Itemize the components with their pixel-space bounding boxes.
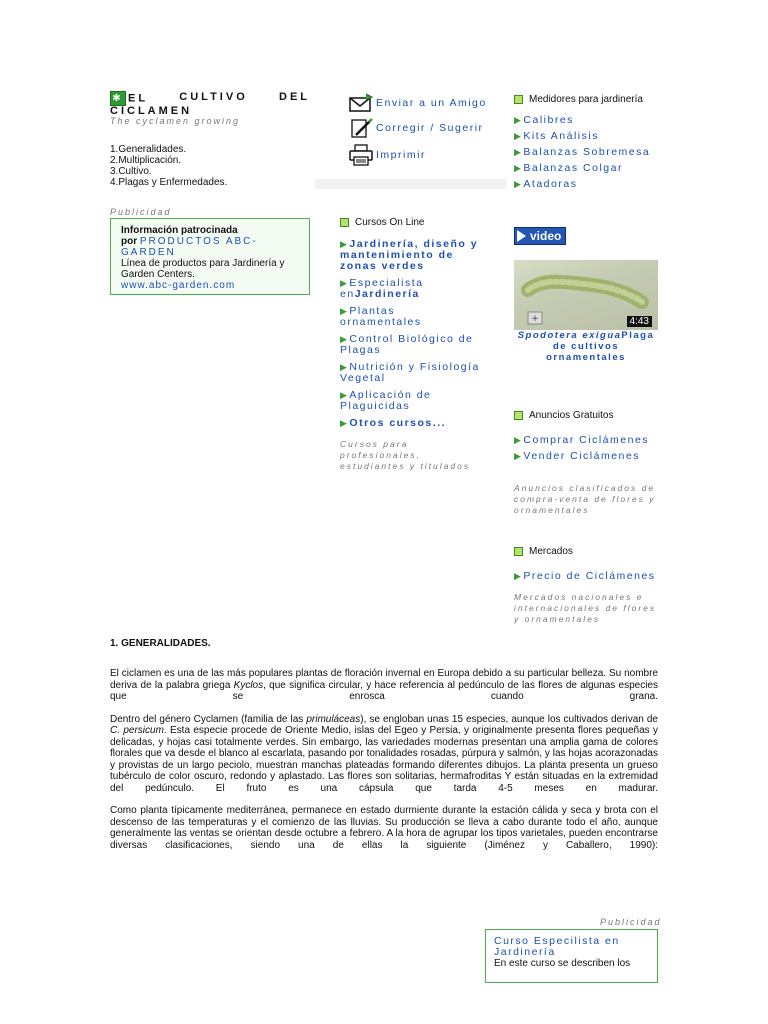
medidores-link[interactable]: ▶Kits Análisis — [514, 130, 599, 142]
bottom-ad-title[interactable]: Curso Especilista en Jardinería — [494, 935, 620, 958]
arrow-icon: ▶ — [340, 239, 349, 249]
medidores-heading — [514, 94, 664, 105]
paragraph-2: Dentro del género Cyclamen (familia de las primuláceas), se engloban unas 15 especies, aunque los cultivados derivan de C. persicum. Esta especie procede de Oriente Medio, islas del Egeo y Persia, y originalmente presenta flores pequeñas y delicadas, y hojas casi totalmente verdes. Sin embargo, las variedades modernas presentan una amplia gama de colores florales que va desde el blanco al escarlata, pasando por tonalidades rosadas, púrpura y salmón, y las hojas acorazonadas y provistas de un largo peciolo, muestran manchas plateadas formando diferentes dibujos. La planta presenta un grueso tubérculo de color oscuro, redondo y aplastado. Las flores son solitarias, hermafroditas Y están situadas en la extremidad del pedúnculo. El fruto es una cápsula que tarda 4-5 meses en madurar. — [110, 713, 658, 794]
medidores-link[interactable]: ▶Atadoras — [514, 178, 578, 190]
sponsor-url-link[interactable]: www.abc-garden.com — [121, 280, 236, 291]
bullet-icon — [340, 218, 349, 227]
arrow-icon: ▶ — [514, 163, 523, 173]
index-item[interactable]: 3.Cultivo. — [110, 166, 152, 177]
anuncio-link-vender[interactable]: ▶Vender Ciclámenes — [514, 450, 640, 462]
paragraph-1: El ciclamen es una de las más populares plantas de floración invernal en Europa debido a su particular belleza. Su nombre deriva de la palabra griega Kyclos, que significa circular, y hace referencia al pedúnculo de las flores de algunas especies que se enrosca cuando grana. — [110, 668, 658, 702]
video-section — [514, 227, 566, 247]
video-thumbnail[interactable] — [514, 260, 658, 330]
video-caption-text: Plaga de cultivos ornamentales — [546, 330, 655, 363]
arrow-icon: ▶ — [340, 278, 349, 288]
arrow-icon: ▶ — [340, 334, 349, 344]
sponsor-brand-link[interactable]: PRODUCTOS ABC-GARDEN — [121, 236, 258, 258]
paragraph-3: Como planta típicamente mediterránea, permanece en estado durmiente durante la estación cálida y seca y brota con el descenso de las temperaturas y el comienzo de las lluvias. Su producción se lleva a cabo durante todo el año, aunque generalmente las ventas se orientan desde octubre a febrero. A la hora de agrupar los tipos varietales, pueden encontrarse diversas clasificaciones, siendo una de ellas la siguiente (Jiménez y Caballero, 1990): — [110, 805, 658, 851]
video-badge-text: video — [530, 229, 562, 243]
anuncios-heading — [514, 410, 664, 421]
title-word-2: CULTIVO — [179, 91, 248, 103]
plant-icon: ✱ — [110, 91, 126, 106]
sponsor-desc: Línea de productos para Jardinería y Garden Centers. — [121, 258, 285, 280]
action-list — [348, 92, 487, 167]
anuncios-note: Anuncios clasificados de compra-venta de flores y ornamentales — [514, 483, 656, 515]
arrow-icon: ▶ — [514, 571, 523, 581]
mercados-link-precio[interactable]: ▶Precio de Ciclámenes — [514, 570, 656, 582]
arrow-icon: ▶ — [514, 179, 523, 189]
video-button[interactable] — [514, 227, 566, 245]
arrow-icon: ▶ — [514, 131, 523, 141]
section-title: 1. GENERALIDADES. — [110, 638, 211, 649]
curso-link-jardineria[interactable]: ▶Jardinería, diseño y mantenimiento de zonas verdes — [340, 238, 479, 272]
arrow-icon: ▶ — [514, 435, 523, 445]
arrow-icon: ▶ — [340, 390, 349, 400]
sponsor-line1: Información patrocinada — [121, 225, 238, 236]
video-caption-species: Spodotera exigua — [517, 330, 622, 341]
publicidad-label: Publicidad — [110, 207, 172, 217]
print-label: Imprimir — [376, 149, 426, 161]
printer-icon — [348, 144, 374, 166]
video-duration: 4:43 — [627, 316, 652, 327]
bullet-icon — [514, 547, 523, 556]
bottom-ad-box[interactable] — [485, 929, 658, 983]
pencil-icon — [348, 117, 374, 139]
medidores-link[interactable]: ▶Balanzas Sobremesa — [514, 146, 651, 158]
sponsor-box — [110, 218, 310, 295]
print-link[interactable] — [348, 143, 487, 167]
anuncios-heading-text: Anuncios Gratuitos — [529, 410, 614, 421]
publicidad-label-bottom: Publicidad — [600, 917, 662, 927]
cursos-note: Cursos para profesionales, estudiantes y titulados — [340, 439, 471, 471]
video-caption[interactable] — [514, 330, 658, 363]
arrow-icon: ▶ — [340, 362, 349, 372]
arrow-icon: ▶ — [340, 418, 349, 428]
arrow-icon: ▶ — [514, 451, 523, 461]
medidores-heading-text: Medidores para jardinería — [529, 94, 643, 105]
page-title — [110, 91, 310, 117]
svg-text:+: + — [531, 314, 539, 324]
curso-link-plantas[interactable]: ▶Plantas ornamentales — [340, 305, 422, 328]
bottom-ad-desc: En este curso se describen los — [494, 958, 631, 969]
index-item[interactable]: 1.Generalidades. — [110, 144, 187, 155]
bullet-icon — [514, 95, 523, 104]
envelope-icon — [348, 92, 374, 114]
title-word-1: EL — [128, 92, 149, 105]
article-body — [110, 668, 658, 862]
correct-suggest-label: Corregir / Sugerir — [376, 122, 484, 134]
mercados-note: Mercados nacionales e internacionales de flores y ornamentales — [514, 592, 657, 624]
medidores-section — [514, 94, 664, 190]
cursos-section — [340, 217, 480, 472]
cursos-heading — [340, 217, 480, 228]
correct-suggest-link[interactable] — [348, 117, 487, 139]
page-subtitle: The cyclamen growing — [110, 116, 241, 126]
arrow-icon: ▶ — [514, 115, 523, 125]
curso-link-nutricion[interactable]: ▶Nutrición y Fisiología Vegetal — [340, 361, 480, 384]
title-word-3: DEL — [279, 91, 310, 103]
medidores-link[interactable]: ▶Calibres — [514, 114, 574, 126]
mercados-section — [514, 546, 664, 625]
title-line-2: CICLAMEN — [110, 105, 193, 117]
arrow-icon: ▶ — [340, 306, 349, 316]
mercados-heading-text: Mercados — [529, 546, 573, 557]
mercados-heading — [514, 546, 664, 557]
bullet-icon — [514, 411, 523, 420]
medidores-link[interactable]: ▶Balanzas Colgar — [514, 162, 623, 174]
anuncios-section — [514, 410, 664, 516]
curso-link-especialista[interactable]: ▶Especialista enJardinería — [340, 277, 424, 300]
sponsor-line2-prefix: por — [121, 236, 140, 247]
index-list — [110, 144, 227, 188]
curso-link-aplicacion[interactable]: ▶Aplicación de Plaguicidas — [340, 389, 432, 412]
send-to-friend-label: Enviar a un Amigo — [376, 97, 487, 109]
divider — [315, 179, 507, 189]
curso-link-control[interactable]: ▶Control Biológico de Plagas — [340, 333, 474, 356]
index-item[interactable]: 2.Multiplicación. — [110, 155, 182, 166]
arrow-icon: ▶ — [514, 147, 523, 157]
play-icon — [517, 230, 526, 242]
send-to-friend-link[interactable] — [348, 92, 487, 114]
cursos-heading-text: Cursos On Line — [355, 217, 425, 228]
anuncio-link-comprar[interactable]: ▶Comprar Ciclámenes — [514, 434, 650, 446]
index-item[interactable]: 4.Plagas y Enfermedades. — [110, 177, 228, 188]
curso-link-otros[interactable]: ▶Otros cursos... — [340, 417, 447, 429]
